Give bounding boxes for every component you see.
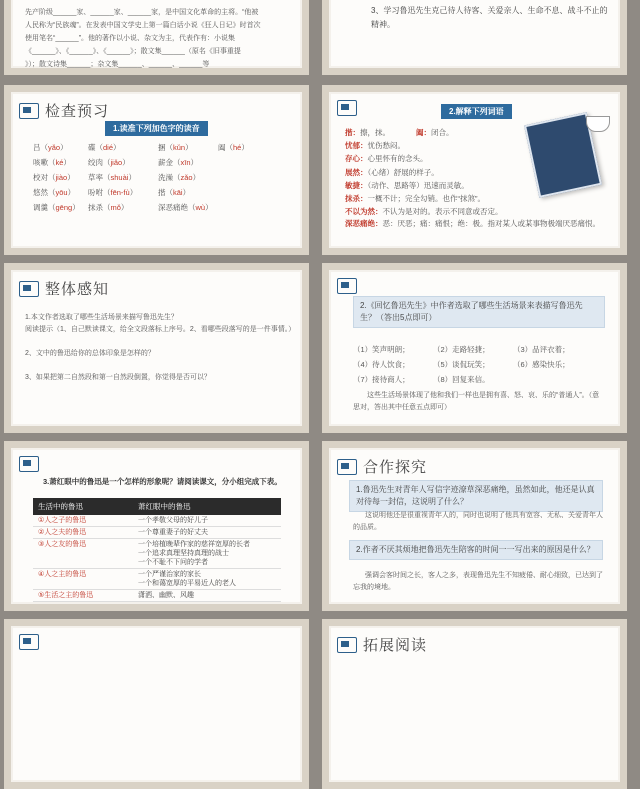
vocab-item: 揩：擦，抹。 阖：闭合。 — [345, 128, 454, 137]
answer-text: 强调会客时间之长，客人之多，表现鲁迅先生不知疲倦、耐心细致，已达到了忘我的境地。 — [353, 572, 603, 591]
pinyin: xīn — [180, 158, 191, 167]
pinyin-row: 咳嗽（ké） 绞肉（jiǎo） 薪金（xīn） — [33, 158, 199, 167]
slide-body — [13, 94, 300, 246]
slide-body — [13, 450, 300, 602]
slide-extended-reading — [322, 619, 627, 789]
slide-luxun-image — [4, 441, 309, 611]
pinyin-row: 吕（yǎo） 碟（dié） 捆（kǔn） 阖（hé） — [33, 143, 249, 152]
pinyin: yōu — [55, 188, 68, 197]
word: 深恶痛绝 — [158, 203, 188, 212]
slide-body — [331, 628, 618, 780]
slide-life-scenes — [322, 263, 627, 433]
word: 调羹 — [33, 203, 48, 212]
answer-table — [353, 342, 570, 387]
word: 捆 — [158, 143, 166, 152]
author-fill-blanks — [25, 6, 295, 71]
goal-body: 学习鲁迅先生克己待人待客、关爱亲人、生命不息、战斗不止的精神。 — [371, 6, 608, 29]
book-icon — [337, 459, 357, 475]
pinyin: mǒ — [110, 203, 121, 212]
word: 草率 — [88, 173, 103, 182]
slide-cooperative-inquiry — [322, 441, 627, 611]
question-list — [25, 312, 295, 384]
pinyin: gēng — [55, 203, 73, 212]
pinyin: zǎo — [180, 173, 193, 182]
slide-learning-goal — [322, 0, 627, 75]
slide-body — [13, 628, 300, 780]
book-icon — [19, 103, 39, 119]
answer-row: （1）笑声明朗； （2）走路轻捷； （3）品评衣着； — [353, 345, 570, 354]
slide-title: 检查预习 — [45, 103, 110, 120]
column-header: 萧红眼中的鲁迅 — [133, 498, 281, 515]
slide-vocabulary — [322, 85, 627, 255]
book-icon — [337, 278, 357, 294]
table-row: ⑤生活之主的鲁迅 潇洒、幽默、风趣 — [33, 590, 281, 602]
slide-author-intro — [4, 0, 309, 75]
pinyin: ké — [55, 158, 64, 167]
vocab-item: 忧郁：忧伤愁闷。 — [345, 141, 405, 151]
summary-note: 这些生活场景体现了他和我们一样也是拥有喜、怒、哀、乐的“普通人”。（意思对，答出其中任意五点即可） — [353, 392, 600, 411]
pinyin: fēn-fù — [110, 188, 130, 197]
word: 悠然 — [33, 188, 48, 197]
book-icon — [337, 637, 357, 653]
pinyin: jiào — [55, 173, 68, 182]
vocab-item: 不以为然：不认为是对的。表示不同意或否定。 — [345, 207, 503, 217]
image-table — [33, 498, 281, 602]
pinyin: yǎo — [48, 143, 61, 152]
word: 吕 — [33, 143, 41, 152]
pinyin: wù — [195, 203, 206, 212]
slide-header — [19, 100, 109, 121]
vocab-item: 抹杀：一概不计；完全勾销。也作“抹煞”。 — [345, 194, 485, 204]
word: 薪金 — [158, 158, 173, 167]
pinyin: jiǎo — [110, 158, 123, 167]
slide-body — [331, 450, 618, 602]
table-row: ②人之夫的鲁迅 一个尊重妻子的好丈夫 — [33, 527, 281, 539]
section-label: 1.读准下列加色字的读音 — [105, 121, 208, 136]
goal-number: 3、 — [371, 6, 384, 15]
slide-header — [337, 456, 427, 477]
word: 校对 — [33, 173, 48, 182]
pinyin-table — [33, 140, 249, 215]
word: 洗澡 — [158, 173, 173, 182]
book-icon — [19, 281, 39, 297]
slide-body — [331, 94, 618, 246]
vocab-item: 敏捷：（动作、思路等）迅速而灵敏。 — [345, 180, 469, 190]
word: 阖 — [218, 143, 226, 152]
question-box: 1.鲁迅先生对青年人写信字迹潦草深恶痛绝，虽然如此，他还是认真对待每一封信，这说明了什么？ — [349, 480, 603, 512]
table-row: ①人之子的鲁迅 一个孝敬父母的好儿子 — [33, 515, 281, 527]
slide-preview-check — [4, 85, 309, 255]
slide-body — [331, 0, 618, 66]
word: 抹杀 — [88, 203, 103, 212]
reading-tip: 阅读提示（1、自己默读课文，给全文段落标上序号。2、看哪些段落写的是一件事情。） — [25, 326, 296, 333]
slide-overall-perception — [4, 263, 309, 433]
pinyin: kǔn — [173, 143, 186, 152]
slide-body — [13, 0, 300, 66]
goal-text — [371, 4, 611, 32]
table-question: 3.萧红眼中的鲁迅是一个怎样的形象呢？请阅读课文，分小组完成下表。 — [43, 477, 282, 486]
fill-line: 先产阶级______家、______家、______家，是中国文化革命的主将。“他被 — [25, 9, 259, 16]
answer-text: 这说明他还是很重视青年人的，同时也说明了他具有宽容、无私、关爱青年人的品质。 — [353, 512, 603, 531]
table-row: ④人之主的鲁迅 一个严谨治家的家长 一个和蔼宽厚的平易近人的老人 — [33, 569, 281, 590]
slide-title: 整体感知 — [45, 281, 110, 298]
word: 揩 — [158, 188, 166, 197]
question: 2、文中的鲁迅给你的总体印象是怎样的？ — [25, 350, 155, 357]
slide-partial — [4, 619, 309, 789]
slide-header — [19, 278, 109, 299]
pinyin: shuài — [110, 173, 129, 182]
pinyin: hé — [233, 143, 242, 152]
book-icon — [19, 634, 39, 650]
question-box: 2.作者不厌其烦地把鲁迅先生陪客的时间一一写出来的原因是什么？ — [349, 540, 603, 560]
vocab-list — [345, 126, 615, 229]
question: 1.本文作者选取了哪些生活场景来描写鲁迅先生？ — [25, 314, 178, 321]
fill-line: 《______》、《______》、《______》；散文集______（原名《旧事重提 — [25, 48, 241, 55]
slide-title: 合作探究 — [363, 459, 428, 476]
vocab-item: 展然：（心绪）舒展的样子。 — [345, 167, 439, 177]
vocab-item: 存心：心里怀有的念头。 — [345, 154, 428, 164]
pinyin-row: 调羹（gēng） 抹杀（mǒ） 深恶痛绝（wù） — [33, 203, 213, 212]
vocab-item: 深恶痛绝：恶：厌恶；痛：痛恨；绝：极。指对某人或某事物极端厌恶痛恨。 — [345, 219, 600, 229]
word: 碟 — [88, 143, 96, 152]
question: 3、如果把第二自然段和第一自然段倒置，你觉得是否可以？ — [25, 374, 211, 381]
pinyin: kāi — [173, 188, 183, 197]
answer-row: （4）待人饮食； （5）谈侃玩笑； （6）感染快乐； — [353, 360, 570, 369]
fill-line: 》）；散文诗集______；杂文集______、______、______等 — [25, 61, 210, 68]
slide-body — [13, 272, 300, 424]
slide-body — [331, 272, 618, 424]
word: 吩咐 — [88, 188, 103, 197]
table-header-row — [33, 498, 281, 515]
word: 绞肉 — [88, 158, 103, 167]
answer-row: （7）接待商人； （8）回复来信。 — [353, 375, 490, 384]
slide-title: 拓展阅读 — [363, 637, 428, 654]
book-icon — [19, 456, 39, 472]
pinyin-row: 悠然（yōu） 吩咐（fēn-fù） 揩（kāi） — [33, 188, 191, 197]
book-icon — [337, 100, 357, 116]
question-box: 2.《回忆鲁迅先生》中作者选取了哪些生活场景来表描写鲁迅先生？（答出5点即可） — [353, 296, 605, 328]
slide-header — [337, 634, 427, 655]
table-row: ③人之友的鲁迅 一个培植晚辈作家的慈祥宽厚的长者 一个追求真理坚持真理的战士 一个不耻不下问的学者 — [33, 539, 281, 569]
fill-line: 使用笔名“______”。他的著作以小说、杂文为主，代表作有：小说集 — [25, 35, 236, 42]
fill-line: 人民称为“民族魂”。在发表中国文学史上第一篇白话小说《狂人日记》时首次 — [25, 22, 261, 29]
word: 咳嗽 — [33, 158, 48, 167]
section-label: 2.解释下列词语 — [441, 104, 512, 119]
column-header: 生活中的鲁迅 — [33, 498, 133, 515]
pinyin-row: 校对（jiào） 草率（shuài） 洗澡（zǎo） — [33, 173, 201, 182]
pinyin: dié — [103, 143, 114, 152]
